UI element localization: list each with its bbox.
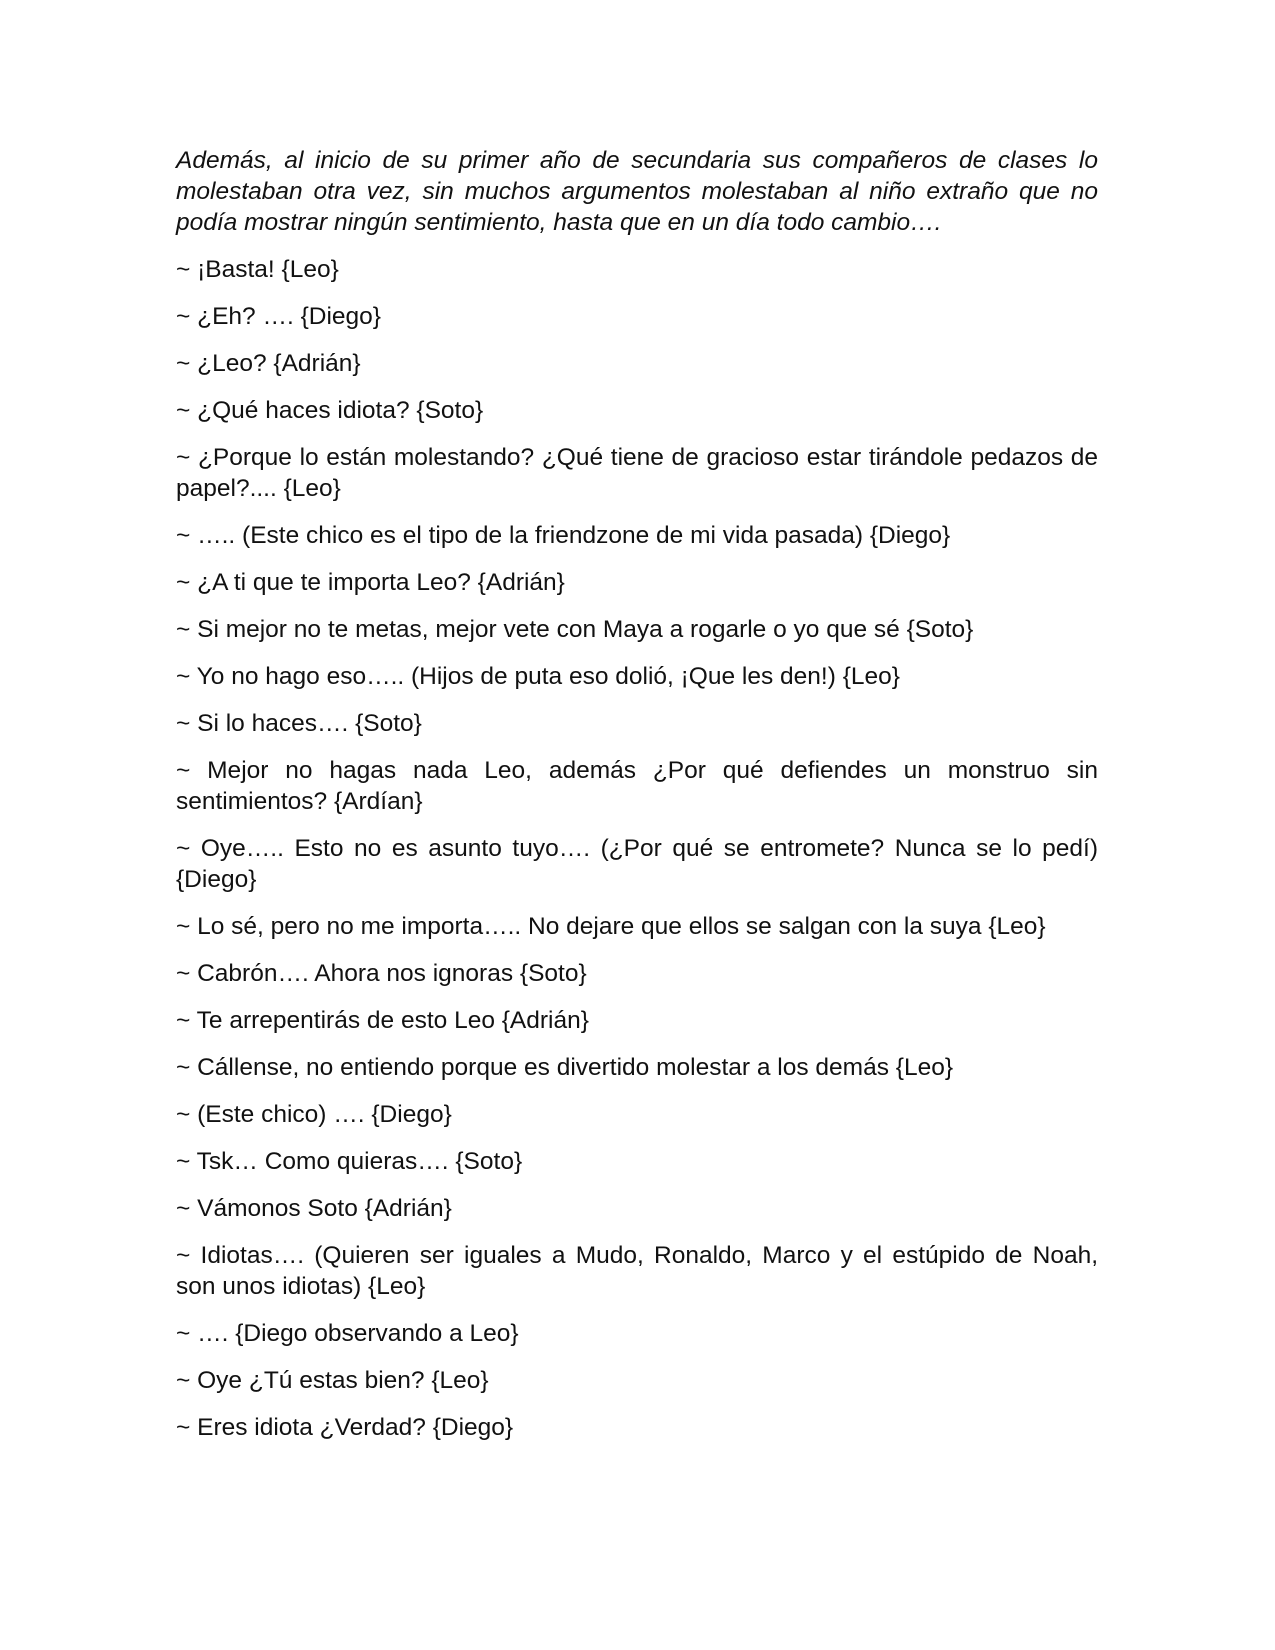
- dialogue-line: ~ Te arrepentirás de esto Leo {Adrián}: [176, 1007, 589, 1034]
- dialogue-line: ~ ¿Qué haces idiota? {Soto}: [176, 397, 484, 424]
- dialogue-line: ~ ¿A ti que te importa Leo? {Adrián}: [176, 569, 565, 596]
- dialogue-line: ~ Idiotas…. (Quieren ser iguales a Mudo, Ronaldo, Marco y el estúpido de Noah, son unos idiotas) {Leo}: [176, 1242, 1098, 1300]
- dialogue-line: ~ (Este chico) …. {Diego}: [176, 1101, 452, 1128]
- intro-paragraph: Además, al inicio de su primer año de secundaria sus compañeros de clases lo molestaban otra vez, sin muchos argumentos molestaban al niño extraño que no podía mostrar ningún sentimiento, hasta que en un día todo cambio….: [176, 147, 1098, 236]
- dialogue-line: ~ Yo no hago eso….. (Hijos de puta eso dolió, ¡Que les den!) {Leo}: [176, 663, 900, 690]
- dialogue-line: ~ Lo sé, pero no me importa….. No dejare que ellos se salgan con la suya {Leo}: [176, 913, 1046, 940]
- dialogue-line: ~ ¿Leo? {Adrián}: [176, 350, 361, 377]
- dialogue-line: ~ Tsk… Como quieras…. {Soto}: [176, 1148, 523, 1175]
- dialogue-line: ~ Si lo haces…. {Soto}: [176, 710, 422, 737]
- dialogue-line: ~ Mejor no hagas nada Leo, además ¿Por qué defiendes un monstruo sin sentimientos? {Ardían}: [176, 757, 1098, 815]
- dialogue-line: ~ …. {Diego observando a Leo}: [176, 1320, 519, 1347]
- document-page: [176, 145, 1098, 1459]
- dialogue-line: ~ Oye ¿Tú estas bien? {Leo}: [176, 1367, 489, 1394]
- dialogue-line: ~ ¡Basta! {Leo}: [176, 256, 339, 283]
- dialogue-line: ~ Eres idiota ¿Verdad? {Diego}: [176, 1414, 514, 1441]
- dialogue-line: ~ Oye….. Esto no es asunto tuyo…. (¿Por qué se entromete? Nunca se lo pedí) {Diego}: [176, 835, 1098, 893]
- dialogue-line: ~ Vámonos Soto {Adrián}: [176, 1195, 452, 1222]
- dialogue-line: ~ Cabrón…. Ahora nos ignoras {Soto}: [176, 960, 587, 987]
- dialogue-line: ~ Cállense, no entiendo porque es divertido molestar a los demás {Leo}: [176, 1054, 954, 1081]
- dialogue-line: ~ ¿Eh? …. {Diego}: [176, 303, 381, 330]
- dialogue-line: ~ Si mejor no te metas, mejor vete con Maya a rogarle o yo que sé {Soto}: [176, 616, 974, 643]
- dialogue-line: ~ ¿Porque lo están molestando? ¿Qué tiene de gracioso estar tirándole pedazos de papel?.... {Leo}: [176, 444, 1098, 502]
- dialogue-line: ~ ….. (Este chico es el tipo de la friendzone de mi vida pasada) {Diego}: [176, 522, 951, 549]
